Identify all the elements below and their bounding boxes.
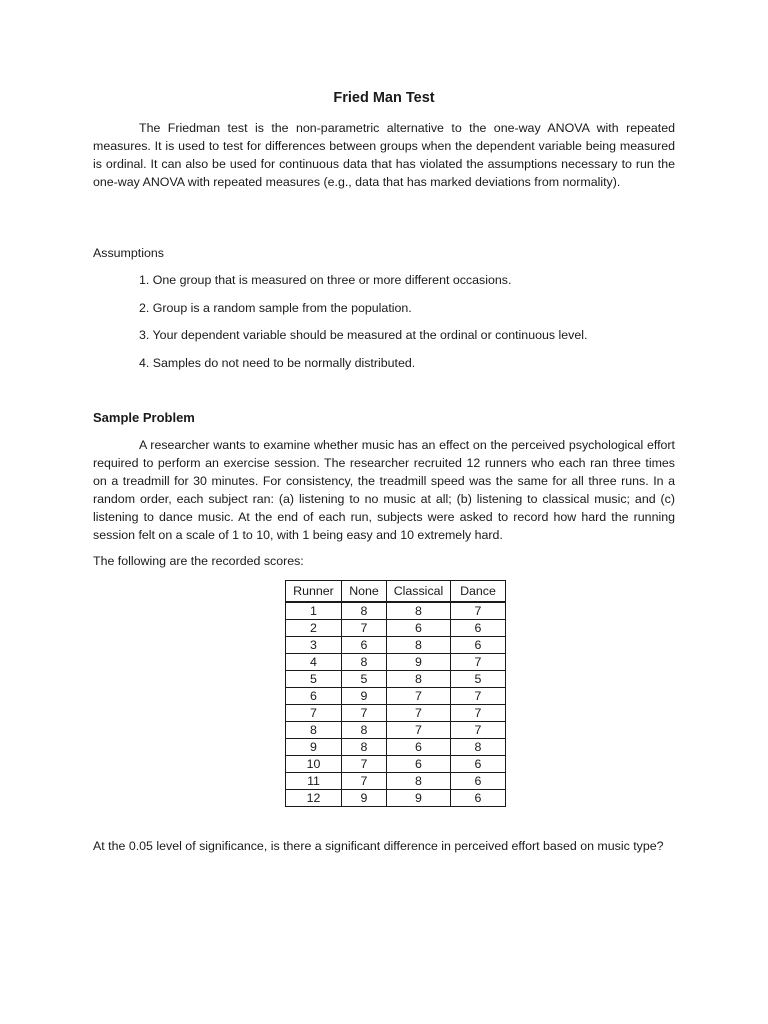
- table-cell: 8: [387, 637, 451, 654]
- table-cell: 6: [451, 756, 506, 773]
- table-cell: 6: [387, 739, 451, 756]
- sample-problem-heading: Sample Problem: [93, 410, 195, 425]
- table-cell: 7: [387, 705, 451, 722]
- table-cell: 7: [451, 688, 506, 705]
- table-cell: 7: [451, 705, 506, 722]
- scores-intro: The following are the recorded scores:: [93, 554, 304, 568]
- table-cell: 7: [451, 722, 506, 739]
- table-cell: 8: [342, 739, 387, 756]
- table-cell: 9: [286, 739, 342, 756]
- table-cell: 6: [286, 688, 342, 705]
- problem-paragraph: A researcher wants to examine whether music has an effect on the perceived psychological effort required to perform an exercise session. The researcher recruited 12 runners who each ran three times on a treadmill for 30 minutes. For consistency, the treadmill speed was the same for all three runs. In a random order, each subject ran: (a) listening to no music at all; (b) listening to classical music; and (c) listening to dance music. At the end of each run, subjects were asked to record how hard the running session felt on a scale of 1 to 10, with 1 being easy and 10 extremely hard.: [93, 438, 675, 542]
- table-cell: 11: [286, 773, 342, 790]
- table-cell: 8: [342, 654, 387, 671]
- table-row: [286, 722, 506, 739]
- header-dance: Dance: [451, 581, 506, 603]
- table-cell: 7: [342, 773, 387, 790]
- table-cell: 12: [286, 790, 342, 807]
- scores-table-body: [286, 602, 506, 807]
- document-title: Fried Man Test: [333, 90, 435, 106]
- table-cell: 6: [387, 756, 451, 773]
- table-cell: 9: [342, 790, 387, 807]
- assumption-item: 2. Group is a random sample from the population.: [139, 300, 412, 315]
- table-cell: 5: [342, 671, 387, 688]
- table-row: [286, 671, 506, 688]
- table-cell: 7: [387, 722, 451, 739]
- table-row: [286, 688, 506, 705]
- table-cell: 2: [286, 620, 342, 637]
- table-cell: 1: [286, 602, 342, 620]
- table-cell: 7: [342, 705, 387, 722]
- header-runner: Runner: [286, 581, 342, 603]
- table-row: [286, 756, 506, 773]
- table-cell: 6: [342, 637, 387, 654]
- table-cell: 3: [286, 637, 342, 654]
- table-cell: 8: [451, 739, 506, 756]
- assumption-item: 3. Your dependent variable should be measured at the ordinal or continuous level.: [139, 328, 588, 342]
- scores-table: [285, 580, 506, 807]
- table-row: [286, 773, 506, 790]
- table-cell: 5: [286, 671, 342, 688]
- table-cell: 6: [451, 620, 506, 637]
- table-cell: 9: [387, 654, 451, 671]
- table-cell: 9: [342, 688, 387, 705]
- assumption-item: 1. One group that is measured on three or more different occasions.: [139, 273, 512, 287]
- header-classical: Classical: [387, 581, 451, 603]
- table-cell: 8: [286, 722, 342, 739]
- table-cell: 9: [387, 790, 451, 807]
- table-cell: 8: [387, 602, 451, 620]
- table-row: [286, 602, 506, 620]
- table-cell: 7: [342, 756, 387, 773]
- table-row: [286, 705, 506, 722]
- table-row: [286, 654, 506, 671]
- table-cell: 7: [451, 602, 506, 620]
- table-cell: 8: [387, 671, 451, 688]
- table-cell: 6: [451, 790, 506, 807]
- table-cell: 10: [286, 756, 342, 773]
- table-cell: 6: [451, 637, 506, 654]
- table-header-row: [286, 581, 506, 603]
- table-cell: 6: [451, 773, 506, 790]
- table-row: [286, 637, 506, 654]
- table-row: [286, 790, 506, 807]
- table-cell: 8: [342, 722, 387, 739]
- table-cell: 7: [387, 688, 451, 705]
- table-cell: 7: [286, 705, 342, 722]
- table-cell: 7: [451, 654, 506, 671]
- table-cell: 8: [342, 602, 387, 620]
- table-row: [286, 739, 506, 756]
- table-row: [286, 620, 506, 637]
- header-none: None: [342, 581, 387, 603]
- table-cell: 6: [387, 620, 451, 637]
- intro-paragraph: The Friedman test is the non-parametric alternative to the one-way ANOVA with repeated measures. It is used to test for differences between groups when the dependent variable being measured is ordinal. It can also be used for continuous data that has violated the assumptions necessary to run the one-way ANOVA with repeated measures (e.g., data that has marked deviations from normality).: [93, 121, 675, 189]
- table-cell: 7: [342, 620, 387, 637]
- question-paragraph: At the 0.05 level of significance, is there a significant difference in perceived effort based on music type?: [93, 839, 664, 853]
- table-cell: 4: [286, 654, 342, 671]
- assumption-item: 4. Samples do not need to be normally distributed.: [139, 355, 416, 370]
- table-cell: 5: [451, 671, 506, 688]
- assumptions-heading: Assumptions: [93, 246, 164, 260]
- table-cell: 8: [387, 773, 451, 790]
- assumptions-list: [139, 271, 587, 381]
